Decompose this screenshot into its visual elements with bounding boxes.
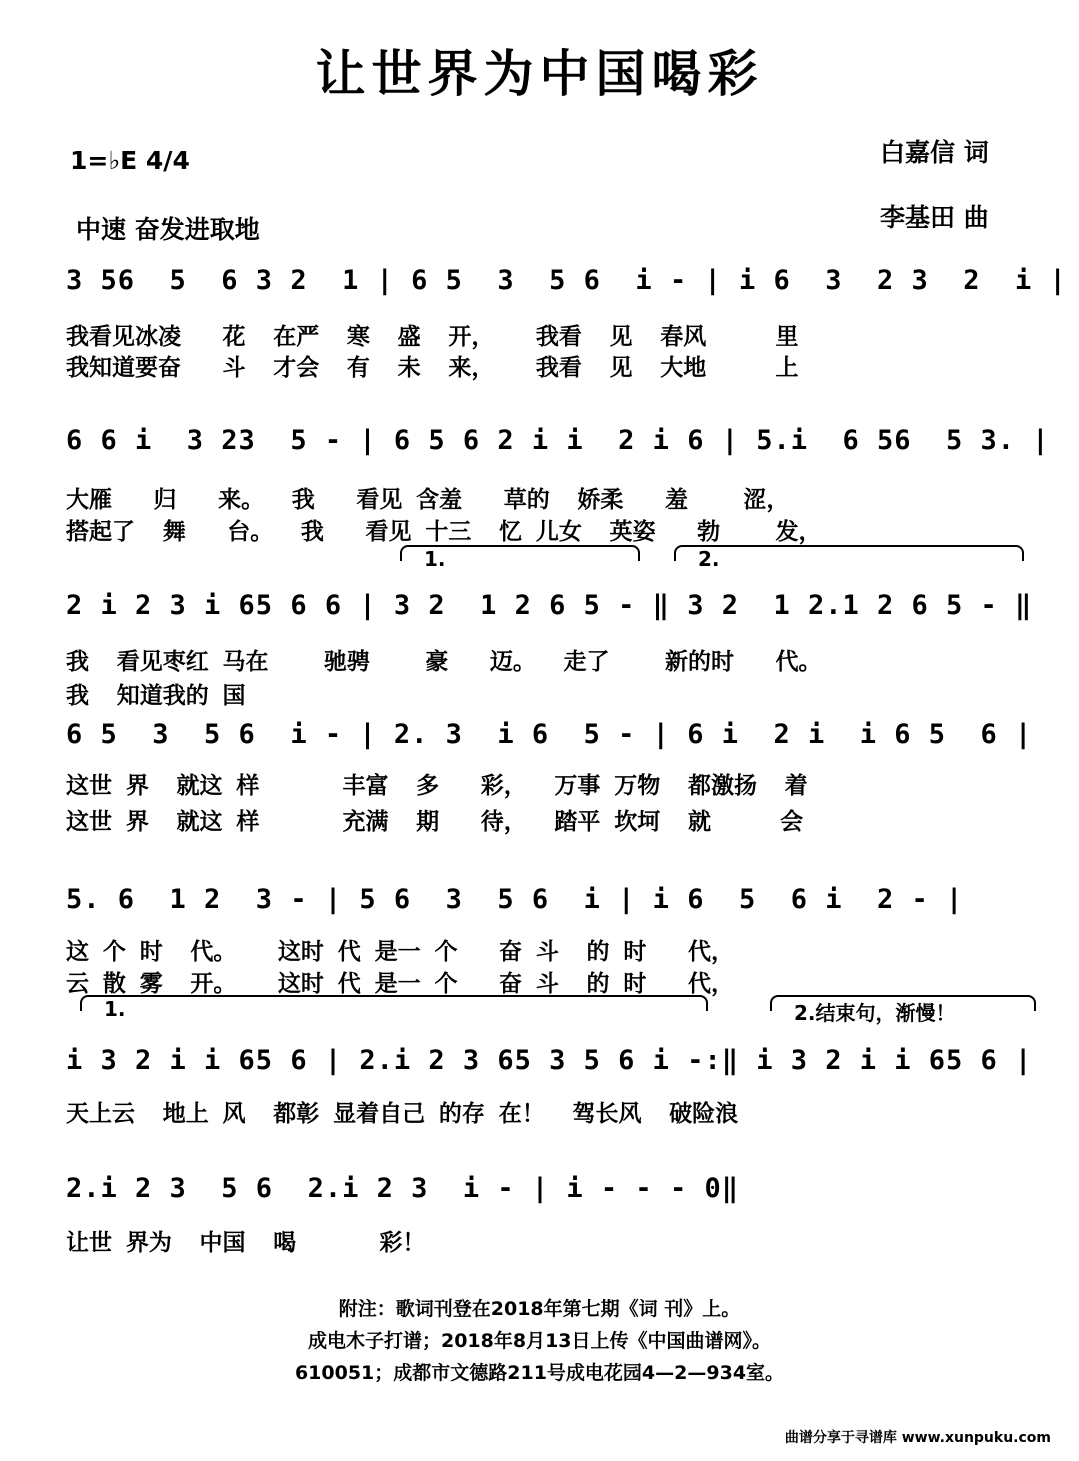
notes-line: 5. 6 1 2 3 - | 5 6 3 5 6 i | i 6 5 6 i 2 - |	[66, 884, 964, 915]
footnote-1: 附注：歌词刊登在2018年第七期《词 刊》上。	[338, 1298, 741, 1320]
lyric-line-1: 这世 界 就这 样 丰富 多 彩， 万事 万物 都激扬 着	[66, 773, 808, 799]
song-title: 让世界为中国喝彩	[315, 45, 764, 103]
lyric-line-1: 这 个 时 代。 这时 代 是一 个 奋 斗 的 时 代，	[66, 939, 734, 965]
lyric-line-2: 这世 界 就这 样 充满 期 待， 踏平 坎坷 就 会	[66, 809, 804, 835]
notes-line: 2.i 2 3 5 6 2.i 2 3 i - | i - - - 0‖	[66, 1173, 739, 1204]
source-watermark: 曲谱分享于寻谱库 www.xunpuku.com	[784, 1430, 1051, 1446]
lyric-line-1: 我 看见枣红 马在 驰骋 豪 迈。 走了 新的时 代。	[66, 649, 822, 675]
volta-bracket-2: 2.	[674, 545, 1024, 561]
lyric-line-2: 云 散 雾 开。 这时 代 是一 个 奋 斗 的 时 代，	[66, 971, 734, 997]
lyric-line-2: 我 知道我的 国	[66, 683, 246, 709]
notes-line: 6 5 3 5 6 i - | 2. 3 i 6 5 - | 6 i 2 i i 6 5 6 |	[66, 719, 1033, 750]
notes-line: 6 6 i 3 23 5 - | 6 5 6 2 i i 2 i 6 | 5.i 6 56 5 3. |	[66, 425, 1050, 456]
lyricist: 白嘉信 词	[880, 138, 989, 167]
footnote-2: 成电木子打谱；2018年8月13日上传《中国曲谱网》。	[307, 1330, 772, 1352]
notes-line: 3 56 5 6 3 2 1 | 6 5 3 5 6 i - | i 6 3 2 3 2 i |	[66, 265, 1067, 296]
lyric-line-2: 搭起了 舞 台。 我 看见 十三 忆 儿女 英姿 勃 发，	[66, 519, 822, 545]
notes-line: i 3 2 i i 65 6 | 2.i 2 3 65 3 5 6 i -:‖ i 3 2 i i 65 6 |	[66, 1045, 1033, 1076]
lyric-line-1: 我看见冰凌 花 在严 寒 盛 开， 我看 见 春风 里	[66, 324, 799, 350]
volta-bracket-1: 1.	[400, 545, 640, 561]
tempo-marking: 中速 奋发进取地	[76, 215, 260, 244]
lyric-line-1: 让世 界为 中国 喝 彩！	[66, 1230, 426, 1256]
footnote-3: 610051；成都市文德路211号成电花园4—2—934室。	[294, 1362, 785, 1384]
volta-bracket-2: 2.结束句，渐慢！	[770, 995, 1036, 1011]
lyric-line-2: 我知道要奋 斗 才会 有 未 来， 我看 见 大地 上	[66, 355, 799, 381]
key-signature: 1=♭E 4/4	[70, 146, 190, 175]
composer: 李基田 曲	[880, 203, 989, 232]
volta-bracket-1: 1.	[80, 995, 708, 1011]
notes-line: 2 i 2 3 i 65 6 6 | 3 2 1 2 6 5 - ‖ 3 2 1 2.1 2 6 5 - ‖	[66, 590, 1033, 621]
lyric-line-1: 天上云 地上 风 都彰 显着自己 的存 在！ 驾长风 破险浪	[66, 1101, 739, 1127]
lyric-line-1: 大雁 归 来。 我 看见 含羞 草的 娇柔 羞 涩，	[66, 487, 790, 513]
